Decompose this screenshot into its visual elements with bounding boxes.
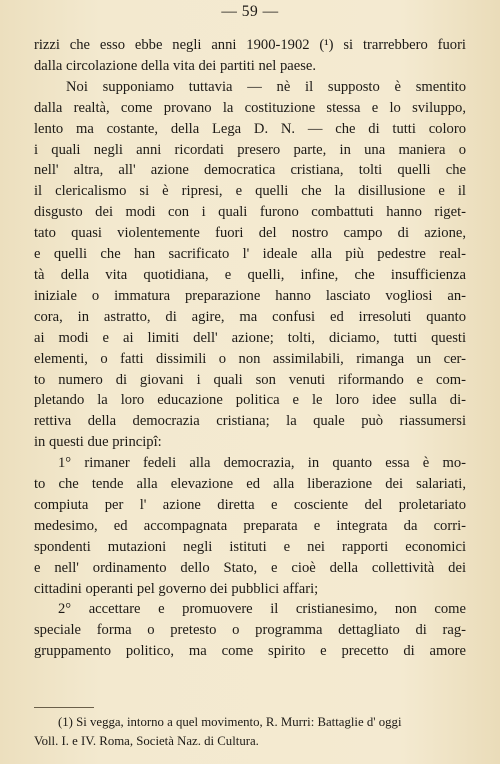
text-line: e nell' ordinamento dello Stato, e cioè della collettività dei (34, 559, 466, 576)
text-line: i quali negli anni ricordati presero parte, in una maniera o (34, 141, 466, 158)
text-line: medesimo, ed accompagnata preparata e integrata da corri- (34, 517, 466, 534)
text-line: 1° rimaner fedeli alla democrazia, in quanto essa è mo- (58, 455, 466, 472)
paragraph-3 (34, 453, 466, 599)
text-line: rizzi che esso ebbe negli anni 1900-1902 (¹) si trarrebbero fuori (34, 37, 466, 53)
text-line: gruppamento politico, ma come spirito e precetto di amore (34, 643, 466, 660)
paragraph-2 (34, 77, 466, 453)
text-line: cittadini operanti pel governo dei pubblici affari; (34, 580, 319, 597)
text-line: dalla circolazione della vita dei partiti nel paese. (34, 57, 317, 74)
paragraph-4 (34, 599, 466, 662)
text-line: in questi due principî: (34, 434, 162, 451)
text-line: disgusto dei modi con i quali furono combattuti hanno riget- (34, 204, 466, 221)
text-line: pletando la loro educazione politica e le loro idee sulla di- (34, 392, 466, 409)
text-line: speciale forma o pretesto o programma dettagliato di rag- (34, 622, 466, 639)
text-line: il clericalismo si è ripresi, e quelli che la disillusione e il (34, 183, 466, 200)
text-line: Noi supponiamo tuttavia — nè il supposto è smentito (66, 78, 466, 95)
body-text (34, 35, 466, 662)
text-line: ai modi e ai limiti dell' azione; tolti, diciamo, tutti questi (34, 329, 466, 346)
text-line: to che tende alla elevazione ed alla liberazione dei salariati, (34, 476, 466, 493)
text-line: spondenti mutazioni negli istituti e nei rapporti economici (34, 538, 466, 555)
footnote (34, 713, 466, 751)
paragraph-1 (34, 35, 466, 77)
text-line: dalla realtà, come provano la costituzione stessa e lo sviluppo, (34, 99, 466, 116)
text-line: elementi, o fatti dissimili o non assimilabili, rimanga un cer- (34, 350, 466, 367)
text-line: compiuta per l' azione diretta e cosciente del proletariato (34, 496, 466, 513)
page-number: — 59 — (221, 3, 279, 20)
text-line: 2° accettare e promuovere il cristianesimo, non come (58, 601, 466, 618)
text-line: nell' altra, all' azione democratica cristiana, tolti quelli che (34, 162, 466, 179)
text-line: tà della vita quotidiana, e quelli, infine, che insufficienza (34, 266, 466, 283)
text-line: to numero di giovani i quali son venuti riformando e com- (34, 371, 466, 388)
text-line: iniziale o immatura preparazione hanno lasciato vogliosi an- (34, 287, 466, 304)
text-line: rettiva della democrazia cristiana; la quale può riassumersi (34, 413, 466, 430)
text-line: lento ma costante, della Lega D. N. — che di tutti coloro (34, 120, 466, 137)
footnote-line: (1) Si vegga, intorno a quel movimento, R. Murri: Battaglie d' oggi (58, 715, 402, 729)
text-line: e quelli che han sacrificato l' ideale alla più pedestre real- (34, 246, 466, 263)
text-line: tato quasi violentemente fuori del nostro campo di azione, (34, 225, 466, 242)
footnote-divider (34, 707, 94, 708)
text-line: cora, in astratto, di agire, ma confusi ed irresoluti quanto (34, 308, 466, 325)
footnote-line: Voll. I. e IV. Roma, Società Naz. di Cultura. (34, 734, 259, 748)
